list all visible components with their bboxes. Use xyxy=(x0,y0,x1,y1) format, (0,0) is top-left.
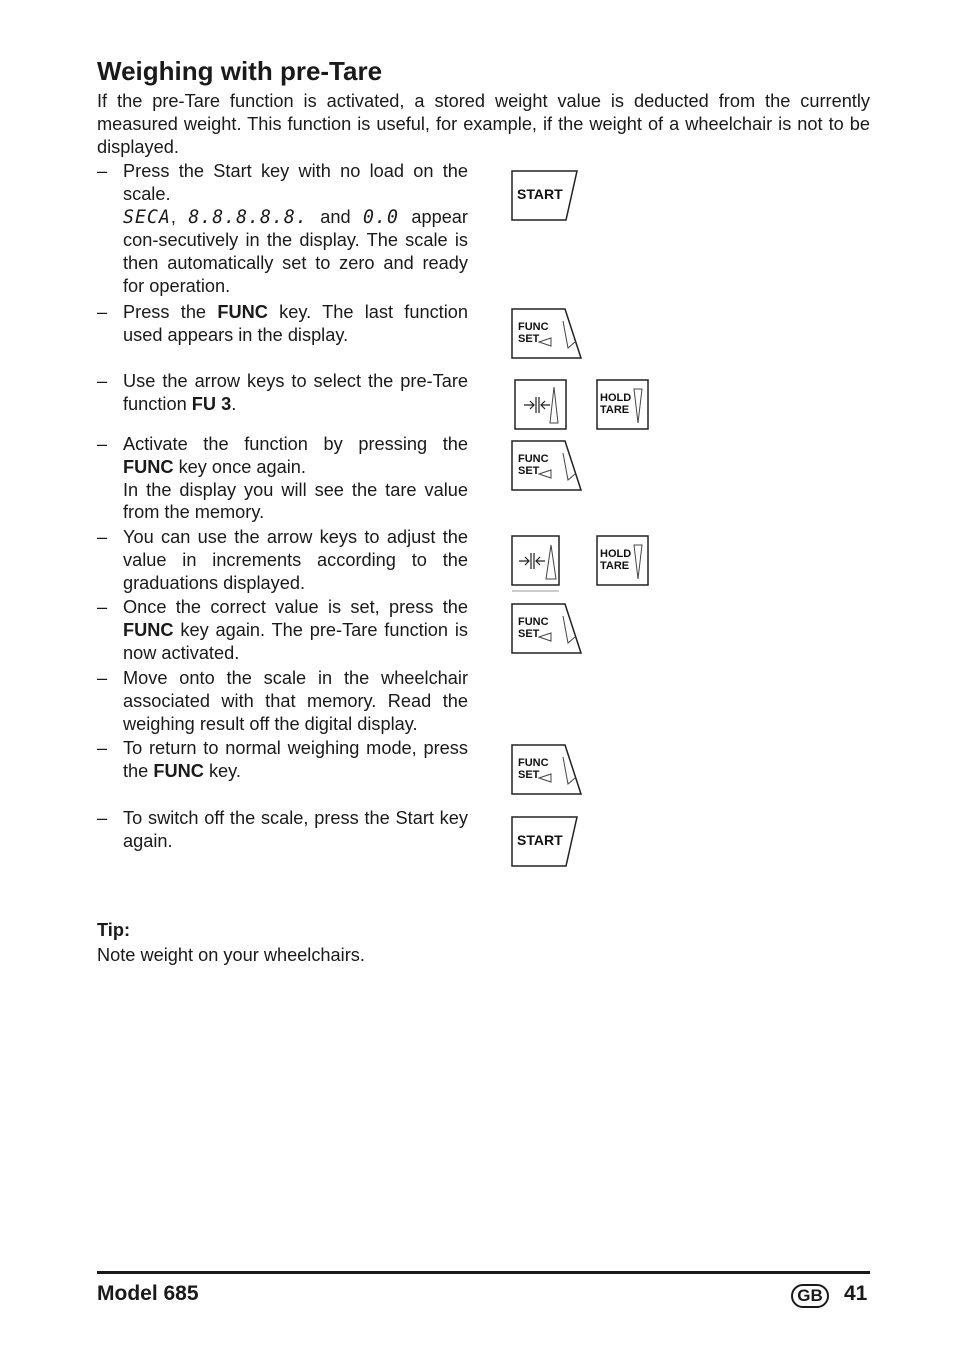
bullet-dash: – xyxy=(97,302,108,322)
key-name: FUNC xyxy=(217,302,268,322)
func-key-label xyxy=(518,453,549,477)
display-seca: SECA xyxy=(123,206,171,228)
step-text: key. xyxy=(208,760,241,781)
hold-tare-label xyxy=(600,548,631,572)
func-set-key-icon xyxy=(511,744,583,796)
hold-tare-key-icon xyxy=(596,379,650,431)
hold-label-line1: HOLD xyxy=(600,392,632,404)
func-set-key-icon xyxy=(511,308,583,360)
step-2 xyxy=(97,301,468,347)
func-label-line1: FUNC xyxy=(518,453,549,465)
start-key-icon xyxy=(511,170,581,222)
step-text-rest: appear con-secutively in the display. The scale is then automatically set to zero and ready for operation. xyxy=(123,206,468,296)
tare-label-line2: TARE xyxy=(600,560,630,572)
step-text: Use the arrow keys to select the pre-Tare function xyxy=(123,371,468,414)
set-label-line2: SET xyxy=(518,465,540,477)
display-eights: 8.8.8.8.8. xyxy=(188,206,308,228)
step-text: key. The last function used appears in the display. xyxy=(123,302,468,345)
step-6 xyxy=(97,596,468,664)
intro-paragraph: If the pre-Tare function is activated, a stored weight value is deducted from the currently measured weight. This function is useful, for example, if the weight of a wheelchair is not to be displayed. xyxy=(97,91,870,157)
func-set-key-icon xyxy=(511,440,583,492)
language-badge: GB xyxy=(791,1284,829,1308)
step-text: To switch off the scale, press the Start key again. xyxy=(123,808,468,851)
bullet-dash: – xyxy=(97,161,108,181)
hold-tare-key-icon xyxy=(596,535,650,587)
start-key-label: START xyxy=(517,832,563,848)
step-text: Once the correct value is set, press the xyxy=(123,597,468,617)
step-text: Move onto the scale in the wheelchair associated with that memory. Read the weighing result off the digital display. xyxy=(123,668,468,734)
func-key-label xyxy=(518,321,549,345)
step-8 xyxy=(97,737,468,783)
func-key-label xyxy=(518,616,549,640)
func-label-line1: FUNC xyxy=(518,321,549,333)
func-label-line1: FUNC xyxy=(518,616,549,628)
step-1 xyxy=(97,160,468,298)
key-name: FUNC xyxy=(153,760,204,781)
step-text: . xyxy=(231,393,237,414)
and-word: and xyxy=(320,206,351,227)
step-5 xyxy=(97,526,468,594)
page-number: 41 xyxy=(844,1282,868,1305)
step-text: You can use the arrow keys to adjust the value in increments according to the graduations displayed. xyxy=(123,527,468,593)
bullet-dash: – xyxy=(97,527,108,547)
step-9 xyxy=(97,807,468,853)
step-7 xyxy=(97,667,468,735)
start-key-icon xyxy=(511,816,581,868)
footer-rule xyxy=(97,1271,870,1274)
func-set-key-icon xyxy=(511,603,583,655)
page-title: Weighing with pre-Tare xyxy=(97,56,383,86)
step-4 xyxy=(97,433,468,524)
step-3 xyxy=(97,370,468,416)
arrow-key-icon xyxy=(511,535,565,595)
bullet-dash: – xyxy=(97,668,108,688)
tip-text: Note weight on your wheelchairs. xyxy=(97,945,365,965)
step-text-extra: In the display you will see the tare value from the memory. xyxy=(123,479,468,523)
step-text: To return to normal weighing mode, press the xyxy=(123,738,468,781)
set-label-line2: SET xyxy=(518,333,540,345)
step-text: Activate the function by pressing the xyxy=(123,434,468,454)
arrow-key-icon xyxy=(514,379,568,431)
function-name: FU 3 xyxy=(191,393,232,414)
step-text: Press the Start key with no load on the scale. xyxy=(123,161,468,204)
set-label-line2: SET xyxy=(518,769,540,781)
tip-label: Tip: xyxy=(97,920,131,940)
footer-model: Model 685 xyxy=(97,1282,199,1305)
bullet-dash: – xyxy=(97,434,108,454)
hold-label-line1: HOLD xyxy=(600,548,632,560)
bullet-dash: – xyxy=(97,371,108,391)
step-text: key again. The pre-Tare function is now activated. xyxy=(123,619,468,663)
separator: , xyxy=(170,206,176,227)
bullet-dash: – xyxy=(97,597,108,617)
tare-label-line2: TARE xyxy=(600,404,630,416)
set-label-line2: SET xyxy=(518,628,540,640)
func-label-line1: FUNC xyxy=(518,757,549,769)
bullet-dash: – xyxy=(97,738,108,758)
start-key-label: START xyxy=(517,186,563,202)
bullet-dash: – xyxy=(97,808,108,828)
key-name: FUNC xyxy=(123,456,174,477)
key-name: FUNC xyxy=(123,619,174,640)
step-text: Press the xyxy=(123,302,207,322)
step-text: key once again. xyxy=(178,456,306,477)
hold-tare-label xyxy=(600,392,631,416)
func-key-label xyxy=(518,757,549,781)
display-zero: 0.0 xyxy=(363,206,399,228)
